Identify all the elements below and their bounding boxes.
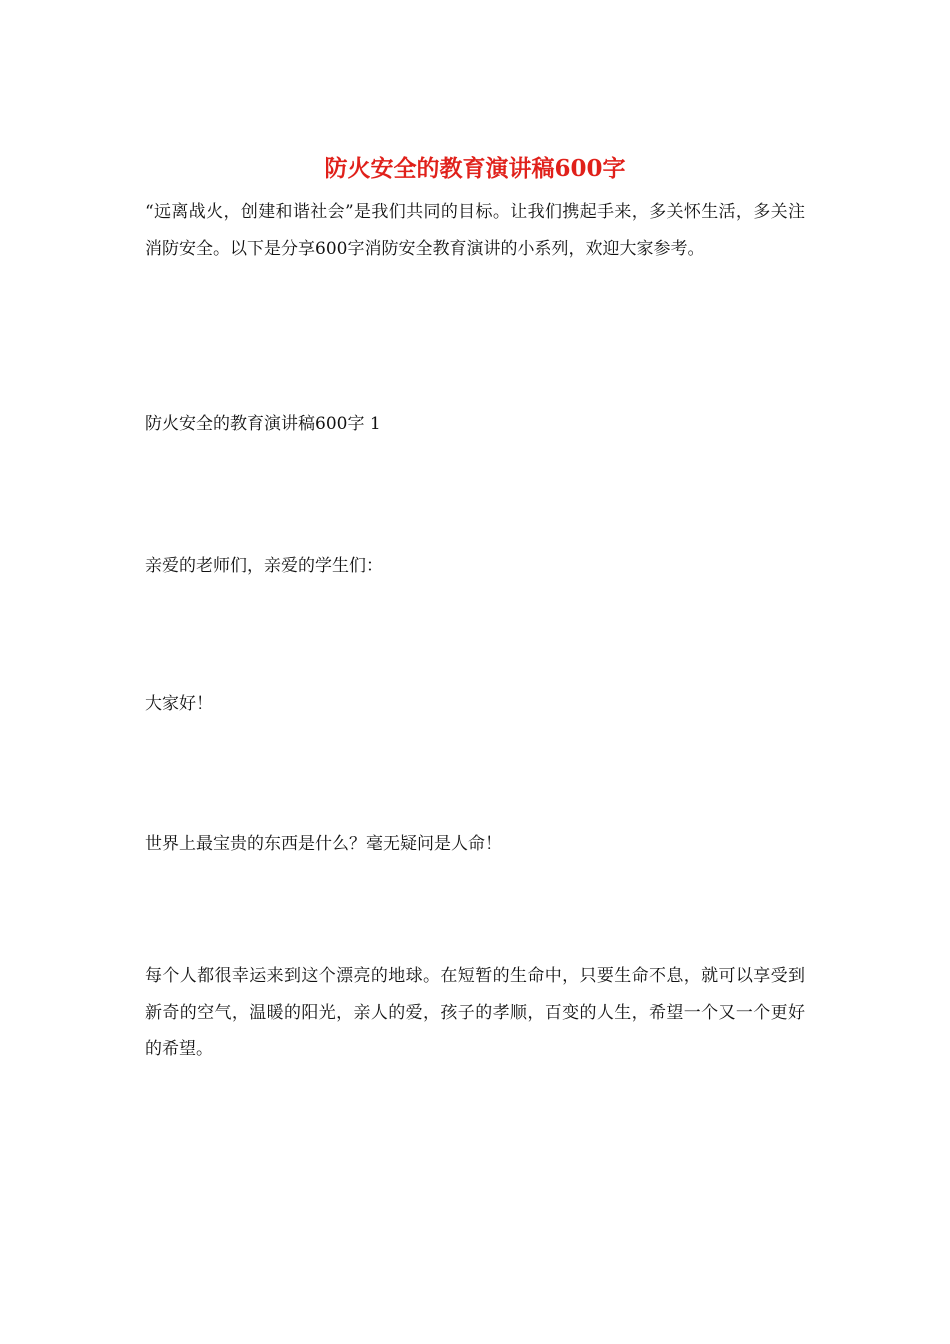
document-title: 防火安全的教育演讲稿600字: [324, 155, 626, 182]
hello-paragraph: 大家好！: [145, 694, 213, 714]
greeting-paragraph: 亲爱的老师们，亲爱的学生们：: [145, 556, 383, 576]
intro-paragraph: “远离战火，创建和谐社会”是我们共同的目标。让我们携起手来，多关怀生活，多关注消防安全。以下是分享600字消防安全教育演讲的小系列，欢迎大家参考。: [145, 202, 805, 259]
body-paragraph: 每个人都很幸运来到这个漂亮的地球。在短暂的生命中，只要生命不息，就可以享受到新奇的空气，温暖的阳光，亲人的爱，孩子的孝顺，百变的人生，希望一个又一个更好的希望。: [145, 966, 805, 1059]
question-paragraph: 世界上最宝贵的东西是什么？毫无疑问是人命！: [145, 834, 502, 854]
section-heading: 防火安全的教育演讲稿600字 1: [145, 414, 381, 434]
